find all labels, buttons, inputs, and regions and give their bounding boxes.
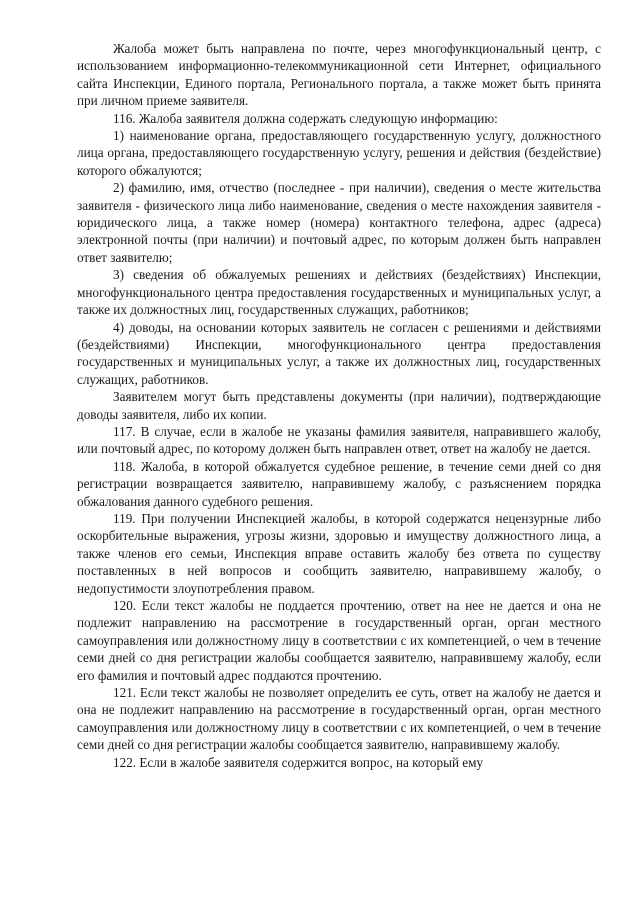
document-page (77, 40, 601, 771)
paragraph-supporting-documents: Заявителем могут быть представлены документы (при наличии), подтверждающие доводы заявителя, либо их копии. (77, 389, 601, 422)
paragraph-delivery-methods: Жалоба может быть направлена по почте, через многофункциональный центр, с использованием информационно-телекоммуникационной сети Интернет, официального сайта Инспекции, Единого портала, Регионального портала, а также может быть принята при личном приеме заявителя. (77, 41, 601, 109)
paragraph-122: 122. Если в жалобе заявителя содержится вопрос, на который ему (113, 754, 484, 770)
paragraph-120: 120. Если текст жалобы не поддается прочтению, ответ на нее не дается и она не подлежит направлению на рассмотрение в государственный орган, орган местного самоуправления или должностному лицу в соответствии с их компетенцией, о чем в течение семи дней со дня регистрации жалобы сообщается заявителю, направившему жалобу, если его фамилия и почтовый адрес поддаются прочтению. (77, 598, 601, 683)
paragraph-116-item-4: 4) доводы, на основании которых заявитель не согласен с решениями и действиями (бездействиями) Инспекции, многофункционального центра предоставления государственных и муниципальных услуг, а также их должностных лиц, государственных служащих, работников. (77, 319, 601, 387)
paragraph-119: 119. При получении Инспекцией жалобы, в которой содержатся нецензурные либо оскорбительные выражения, угрозы жизни, здоровью и имуществу должностного лица, а также членов его семьи, Инспекция вправе оставить жалобу без ответа по существу поставленных в ней вопросов и сообщить заявителю, направившему жалобу, о недопустимости злоупотребления правом. (77, 510, 601, 596)
paragraph-116-item-3: 3) сведения об обжалуемых решениях и действиях (бездействиях) Инспекции, многофункционального центра предоставления государственных и муниципальных услуг, а также их должностных лиц, государственных служащих, работников; (77, 267, 601, 318)
paragraph-116-item-1: 1) наименование органа, предоставляющего государственную услугу, должностного лица органа, предоставляющего государственную услугу, решения и действия (бездействие) которого обжалуются; (77, 128, 601, 178)
paragraph-116: 116. Жалоба заявителя должна содержать следующую информацию: (113, 110, 498, 126)
paragraph-118: 118. Жалоба, в которой обжалуется судебное решение, в течение семи дней со дня регистрации возвращается заявителю, направившему жалобу, с разъяснением порядка обжалования данного судебного решения. (77, 458, 601, 509)
paragraph-117: 117. В случае, если в жалобе не указаны фамилия заявителя, направившего жалобу, или почтовый адрес, по которому должен быть направлен ответ, ответ на жалобу не дается. (77, 423, 601, 457)
paragraph-121: 121. Если текст жалобы не позволяет определить ее суть, ответ на жалобу не дается и она не подлежит направлению на рассмотрение в государственный орган, орган местного самоуправления или должностному лицу в соответствии с их компетенцией, о чем в течение семи дней со дня регистрации жалобы сообщается заявителю, направившему жалобу. (77, 685, 601, 753)
paragraph-116-item-2: 2) фамилию, имя, отчество (последнее - при наличии), сведения о месте жительства заявителя - физического лица либо наименование, сведения о месте нахождения заявителя - юридического лица, а также номер (номера) контактного телефона, адрес (адреса) электронной почты (при наличии) и почтовый адрес, по которым должен быть направлен ответ заявителю; (77, 180, 601, 265)
